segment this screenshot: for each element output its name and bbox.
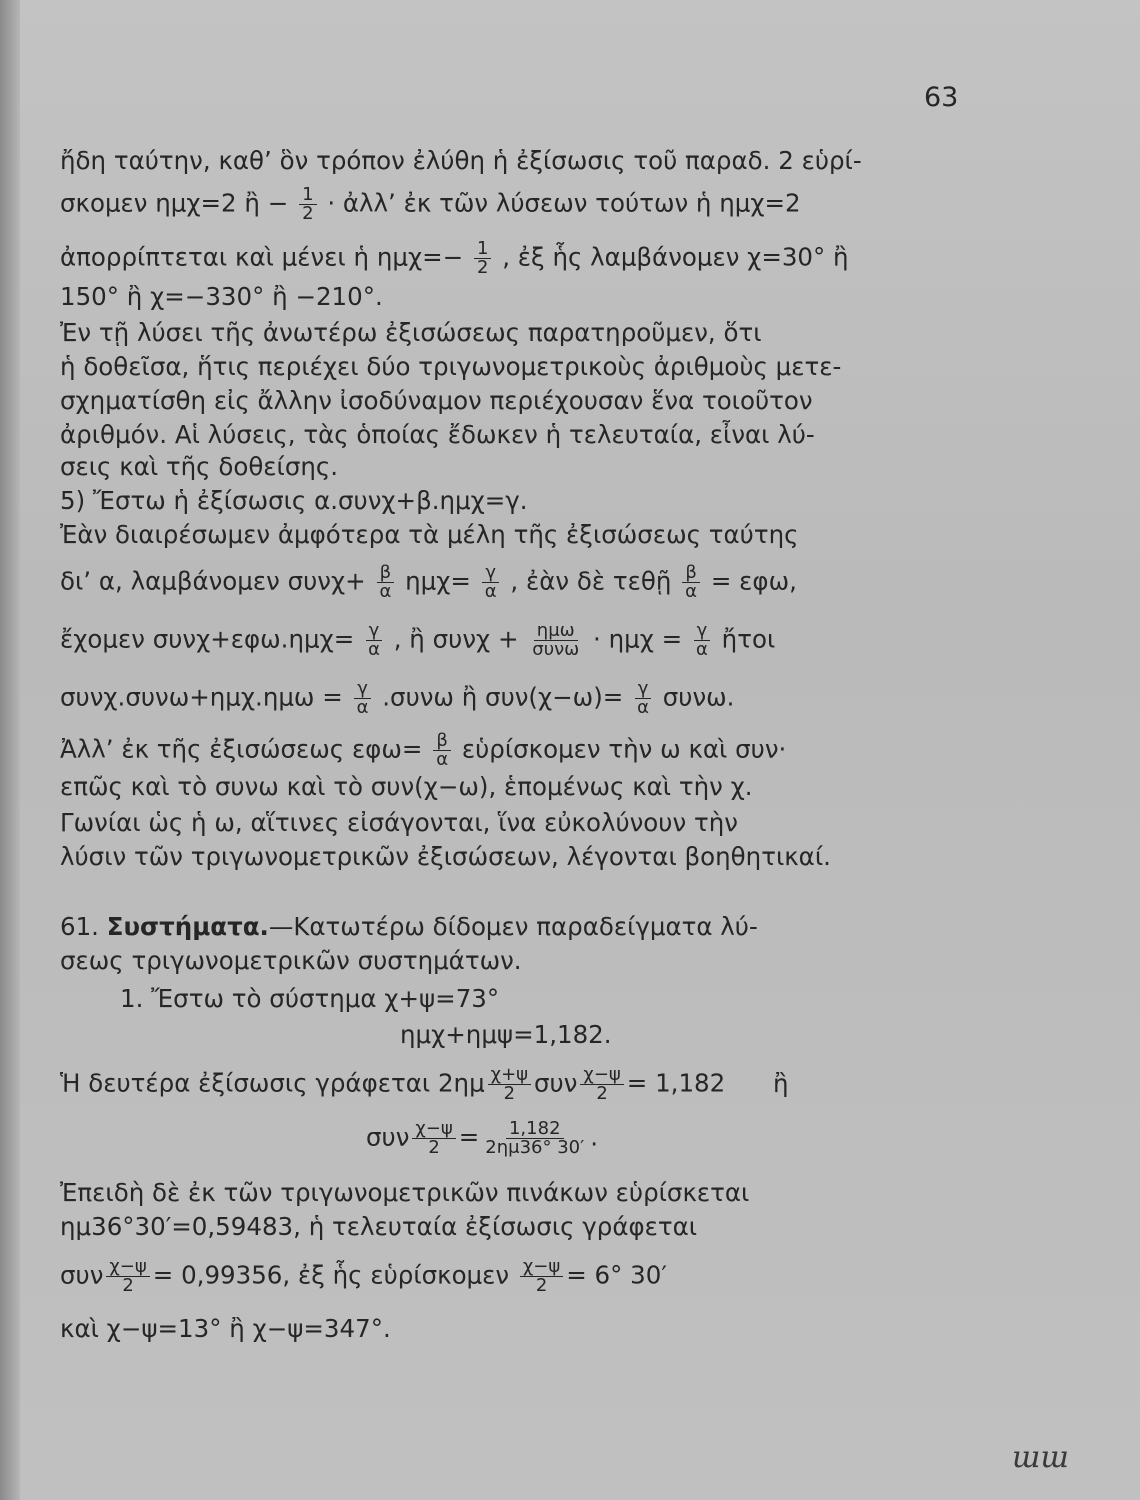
text-line: σεως τριγωνομετρικῶν συστημάτων. (60, 946, 522, 975)
fraction: $\frac{\chi-\psi}{2}$ (106, 1258, 149, 1295)
fraction: $\frac{\gamma}{\alpha}$ (365, 622, 383, 659)
text-line: συν $\frac{\chi-\psi}{2}$ = 0,99356, ἐξ ἧς εὑρίσκομεν $\frac{\chi-\psi}{2}$ = 6° 30′ (60, 1256, 667, 1296)
text-line: Ἐν τῇ λύσει τῆς ἀνωτέρω ἐξισώσεως παρατηροῦμεν, ὅτι (60, 318, 762, 347)
text-line: καὶ χ−ψ=13° ἢ χ−ψ=347°. (60, 1314, 391, 1343)
text-line: Ἐπειδὴ δὲ ἐκ τῶν τριγωνομετρικῶν πινάκων εὑρίσκεται (60, 1178, 750, 1207)
text-line: συνχ.συνω+ημχ.ημω = $\frac{\gamma}{\alpha}$ .συνω ἢ συν(χ−ω)= $\frac{\gamma}{\alpha}$ συνω. (60, 678, 735, 718)
text-line: ἔχομεν συνχ+εφω.ημχ= $\frac{\gamma}{\alpha}$ , ἢ συνχ + $\frac{\text{ημω}}{\text{συνω}}$ · ημχ = $\frac{\gamma}{\alpha}$ ἤτοι (60, 620, 776, 660)
text-line: ἡ δοθεῖσα, ἥτις περιέχει δύο τριγωνομετρικοὺς ἀριθμοὺς μετε- (60, 352, 842, 381)
section-heading-line: 61. Συστήματα.—Κατωτέρω δίδομεν παραδείγματα λύ- (60, 912, 758, 941)
text-line: Ἡ δευτέρα ἐξίσωσις γράφεται 2ημ $\frac{\chi+\psi}{2}$ συν $\frac{\chi-\psi}{2}$ = 1,182 ἢ (60, 1064, 789, 1104)
fraction: $\frac{\gamma}{\alpha}$ (482, 564, 500, 601)
fraction: $\frac{\gamma}{\alpha}$ (354, 680, 372, 717)
text-line: δι’ α, λαμβάνομεν συνχ+ $\frac{\beta}{\alpha}$ ημχ= $\frac{\gamma}{\alpha}$ , ἐὰν δὲ τεθῇ $\frac{\beta}{\alpha}$ = εφω, (60, 562, 797, 602)
text-line: Ἐὰν διαιρέσωμεν ἀμφότερα τὰ μέλη τῆς ἐξισώσεως ταύτης (60, 520, 799, 549)
fraction: $\frac{\beta}{\alpha}$ (682, 564, 700, 601)
text-line: 5) Ἔστω ἡ ἐξίσωσις α.συνχ+β.ημχ=γ. (60, 486, 528, 515)
fraction: $\frac{\gamma}{\alpha}$ (693, 622, 711, 659)
text-line: συν $\frac{\chi-\psi}{2}$ = $\frac{1,182}{2\eta\mu 36^\circ 30'}$ . (366, 1118, 599, 1158)
fraction: $\frac{1}{2}$ (299, 186, 316, 223)
handwritten-mark: ɯɯ (1012, 1440, 1069, 1475)
fraction: $\frac{1}{2}$ (474, 240, 491, 277)
text-line: ἀπορρίπτεται καὶ μένει ἡ ημχ=− $\frac{1}{2}$ , ἐξ ἧς λαμβάνομεν χ=30° ἢ (60, 238, 849, 278)
text-line: Γωνίαι ὡς ἡ ω, αἵτινες εἰσάγονται, ἵνα εὐκολύνουν τὴν (60, 808, 738, 837)
text-line: ημ36°30′=0,59483, ἡ τελευταία ἐξίσωσις γράφεται (60, 1212, 698, 1241)
fraction: $\frac{\beta}{\alpha}$ (433, 732, 451, 769)
section-title: Συστήματα. (106, 912, 269, 941)
text-line: 150° ἢ χ=−330° ἢ −210°. (60, 282, 383, 311)
fraction: $\frac{\gamma}{\alpha}$ (634, 680, 652, 717)
text-line: σεις καὶ τῆς δοθείσης. (60, 452, 339, 481)
fraction: $\frac{\chi-\psi}{2}$ (580, 1066, 623, 1103)
text-line: ημχ+ημψ=1,182. (400, 1020, 612, 1049)
fraction: $\frac{\chi-\psi}{2}$ (520, 1258, 563, 1295)
fraction: $\frac{\chi+\psi}{2}$ (488, 1066, 531, 1103)
text-line: Ἀλλ’ ἐκ τῆς ἐξισώσεως εφω= $\frac{\beta}{\alpha}$ εὑρίσκομεν τὴν ω καὶ συν· (60, 730, 787, 770)
page-number: 63 (924, 82, 959, 113)
page-edge-shadow (0, 0, 20, 1500)
text-line: ἤδη ταύτην, καθ’ ὃν τρόπον ἐλύθη ἡ ἐξίσωσις τοῦ παραδ. 2 εὑρί- (60, 146, 862, 175)
text-line: 1. Ἔστω τὸ σύστημα χ+ψ=73° (120, 984, 500, 1013)
text-line: λύσιν τῶν τριγωνομετρικῶν ἐξισώσεων, λέγονται βοηθητικαί. (60, 842, 831, 871)
text-line: σκομεν ημχ=2 ἢ − $\frac{1}{2}$ · ἀλλ’ ἐκ τῶν λύσεων τούτων ἡ ημχ=2 (60, 184, 801, 224)
text-line: επῶς καὶ τὸ συνω καὶ τὸ συν(χ−ω), ἑπομένως καὶ τὴν χ. (60, 772, 753, 801)
fraction: $\frac{1,182}{2\eta\mu 36^\circ 30'}$ (485, 1118, 585, 1158)
fraction: $\frac{\beta}{\alpha}$ (376, 564, 394, 601)
text-line: ἀριθμόν. Αἱ λύσεις, τὰς ὁποίας ἔδωκεν ἡ τελευταία, εἶναι λύ- (60, 420, 815, 449)
fraction: $\frac{\text{ημω}}{\text{συνω}}$ (532, 620, 580, 660)
fraction: $\frac{\chi-\psi}{2}$ (412, 1120, 455, 1157)
text-line: σχηματίσθη εἰς ἄλλην ἰσοδύναμον περιέχουσαν ἕνα τοιοῦτον (60, 386, 813, 415)
